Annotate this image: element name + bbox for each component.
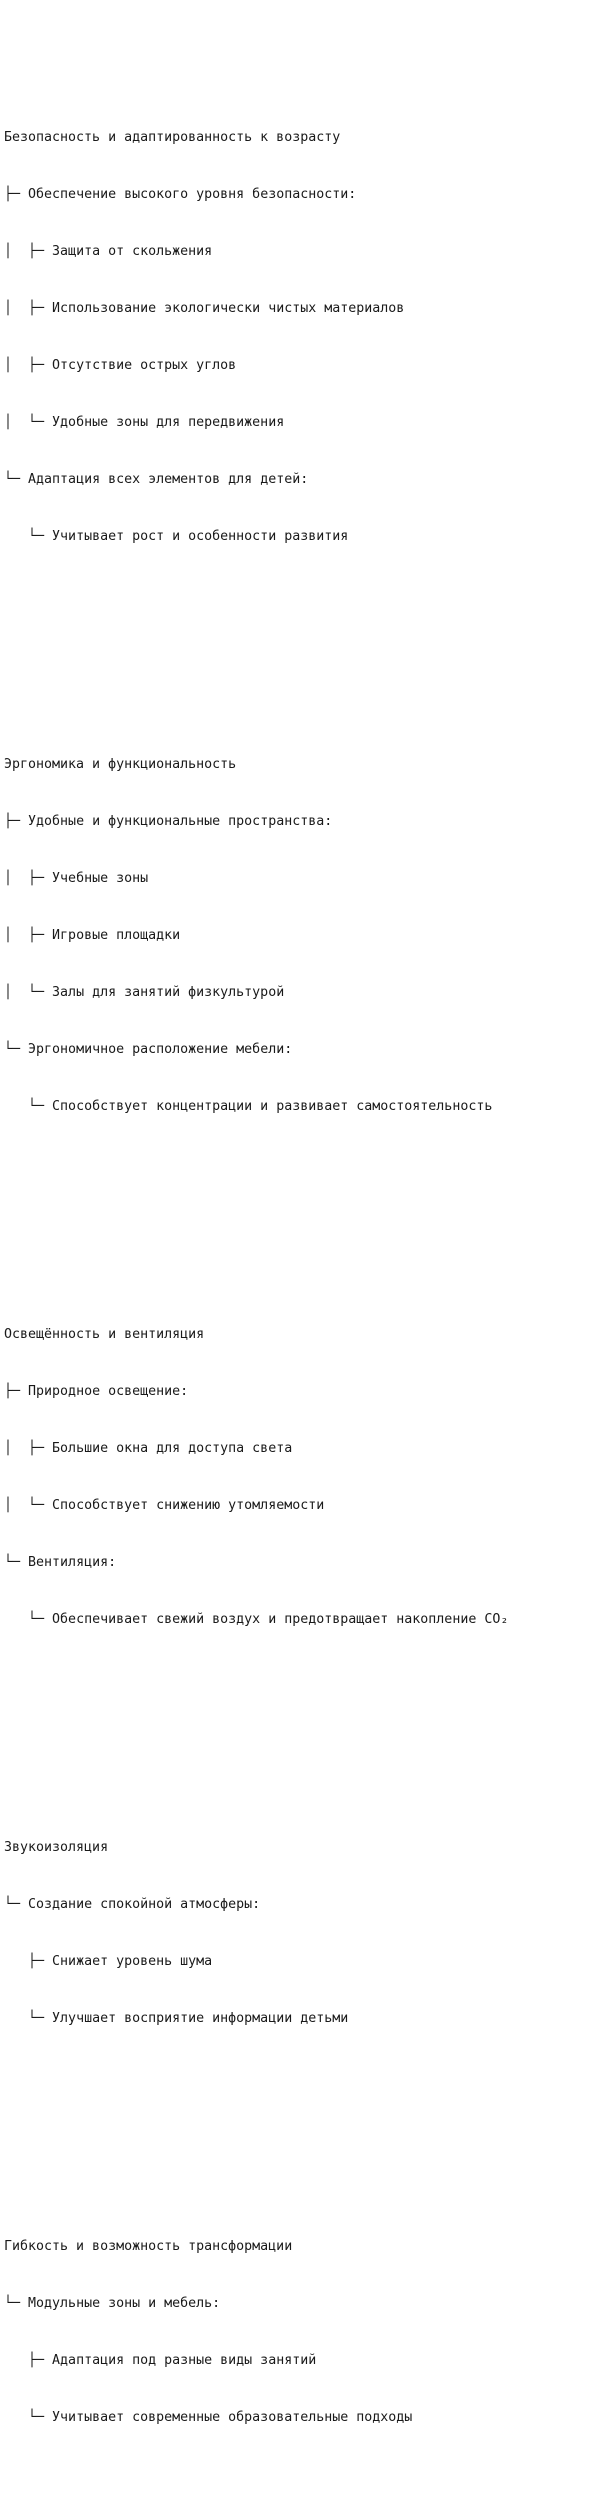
leaf-text: Учитывает современные образовательные подходы	[52, 2410, 413, 2425]
leaf-text: Защита от скольжения	[52, 244, 213, 259]
tree-node	[4, 2294, 508, 2313]
tree-document	[4, 14, 508, 2503]
tree-node	[4, 1382, 508, 1401]
tree-branch-glyph: └─	[4, 1612, 45, 1627]
tree-branch-glyph: └─	[4, 2410, 45, 2425]
tree-node	[4, 470, 508, 489]
tree-branch-glyph: └─	[4, 2296, 21, 2311]
leaf-text: Способствует концентрации и развивает самостоятельность	[52, 1099, 493, 1114]
section-spacer	[4, 2104, 508, 2123]
tree-node	[4, 1553, 508, 1572]
tree-branch-glyph: └─	[4, 472, 21, 487]
section-title: Безопасность и адаптированность к возрасту	[4, 130, 341, 145]
tree-leaf	[4, 527, 508, 546]
tree-branch-glyph: │ ├─	[4, 1441, 45, 1456]
section-spacer	[4, 1192, 508, 1211]
tree-leaf	[4, 926, 508, 945]
leaf-text: Адаптация под разные виды занятий	[52, 2353, 317, 2368]
leaf-text: Способствует снижению утомляемости	[52, 1498, 325, 1513]
node-label: Создание спокойной атмосферы:	[28, 1897, 261, 1912]
node-label: Адаптация всех элементов для детей:	[28, 472, 309, 487]
tree-node	[4, 185, 508, 204]
tree-branch-glyph: ├─	[4, 814, 21, 829]
tree-branch-glyph: │ └─	[4, 415, 45, 430]
tree-branch-glyph: ├─	[4, 187, 21, 202]
tree-leaf	[4, 2351, 508, 2370]
node-label: Удобные и функциональные пространства:	[28, 814, 333, 829]
node-label: Обеспечение высокого уровня безопасности:	[28, 187, 357, 202]
tree-branch-glyph: │ ├─	[4, 928, 45, 943]
tree-node	[4, 812, 508, 831]
leaf-text: Игровые площадки	[52, 928, 181, 943]
tree-branch-glyph: │ └─	[4, 1498, 45, 1513]
tree-branch-glyph: └─	[4, 529, 45, 544]
tree-branch-glyph: │ ├─	[4, 301, 45, 316]
tree-section	[4, 2199, 508, 2465]
tree-branch-glyph: ├─	[4, 1384, 21, 1399]
tree-leaf	[4, 356, 508, 375]
tree-leaf	[4, 983, 508, 1002]
tree-node	[4, 1040, 508, 1059]
leaf-text: Улучшает восприятие информации детьми	[52, 2011, 349, 2026]
tree-leaf	[4, 1610, 508, 1629]
tree-branch-glyph: │ ├─	[4, 244, 45, 259]
tree-leaf	[4, 299, 508, 318]
leaf-text: Удобные зоны для передвижения	[52, 415, 285, 430]
section-title: Гибкость и возможность трансформации	[4, 2239, 293, 2254]
tree-leaf	[4, 1496, 508, 1515]
tree-branch-glyph: └─	[4, 1897, 21, 1912]
node-label: Природное освещение:	[28, 1384, 189, 1399]
section-spacer	[4, 1705, 508, 1724]
tree-branch-glyph: └─	[4, 1099, 45, 1114]
tree-branch-glyph: ├─	[4, 2353, 45, 2368]
leaf-text: Учитывает рост и особенности развития	[52, 529, 349, 544]
tree-branch-glyph: │ └─	[4, 985, 45, 1000]
section-title: Освещённость и вентиляция	[4, 1327, 205, 1342]
tree-section	[4, 1287, 508, 1667]
leaf-text: Большие окна для доступа света	[52, 1441, 293, 1456]
tree-leaf	[4, 1439, 508, 1458]
leaf-text: Отсутствие острых углов	[52, 358, 237, 373]
leaf-text: Залы для занятий физкультурой	[52, 985, 285, 1000]
node-label: Эргономичное расположение мебели:	[28, 1042, 293, 1057]
tree-branch-glyph: │ ├─	[4, 871, 45, 886]
leaf-text: Учебные зоны	[52, 871, 149, 886]
tree-section	[4, 1800, 508, 2066]
tree-leaf	[4, 1952, 508, 1971]
node-label: Вентиляция:	[28, 1555, 117, 1570]
tree-branch-glyph: ├─	[4, 1954, 45, 1969]
tree-branch-glyph: └─	[4, 1042, 21, 1057]
tree-leaf	[4, 413, 508, 432]
leaf-text: Обеспечивает свежий воздух и предотвращает накопление CO₂	[52, 1612, 509, 1627]
tree-section	[4, 717, 508, 1154]
section-title: Эргономика и функциональность	[4, 757, 237, 772]
tree-leaf	[4, 869, 508, 888]
tree-leaf	[4, 2408, 508, 2427]
tree-section	[4, 90, 508, 584]
tree-branch-glyph: └─	[4, 1555, 21, 1570]
section-title: Звукоизоляция	[4, 1840, 109, 1855]
tree-leaf	[4, 2009, 508, 2028]
tree-node	[4, 1895, 508, 1914]
tree-leaf	[4, 242, 508, 261]
tree-branch-glyph: └─	[4, 2011, 45, 2026]
tree-branch-glyph: │ ├─	[4, 358, 45, 373]
leaf-text: Снижает уровень шума	[52, 1954, 213, 1969]
section-spacer	[4, 622, 508, 641]
tree-leaf	[4, 1097, 508, 1116]
leaf-text: Использование экологически чистых материалов	[52, 301, 405, 316]
node-label: Модульные зоны и мебель:	[28, 2296, 221, 2311]
